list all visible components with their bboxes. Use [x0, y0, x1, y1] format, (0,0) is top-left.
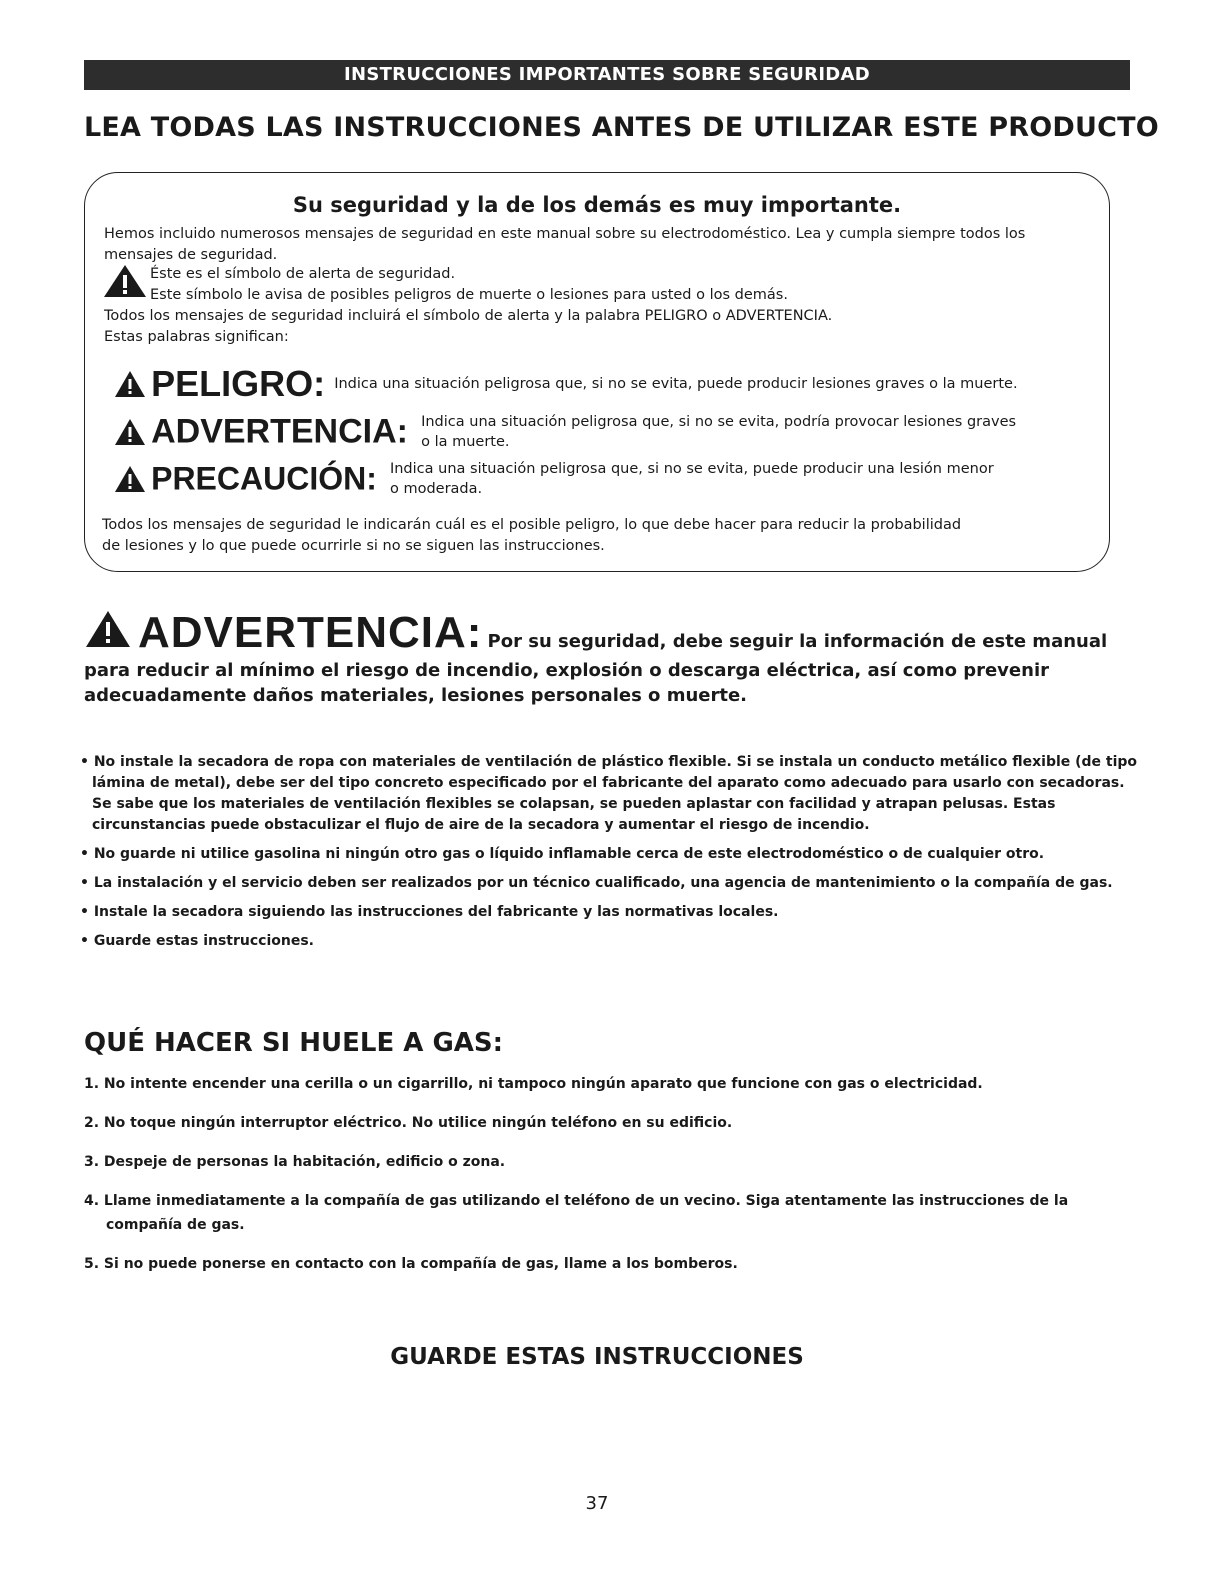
signal-word-advertencia: ADVERTENCIA:	[151, 412, 408, 451]
signal-precaucion	[114, 459, 994, 499]
page-title: LEA TODAS LAS INSTRUCCIONES ANTES DE UTILIZAR ESTE PRODUCTO	[84, 112, 1159, 143]
main-warning	[84, 608, 1134, 708]
signal-advertencia	[114, 412, 1016, 452]
warning-icon	[114, 418, 146, 446]
gas-steps-list	[84, 1072, 1084, 1291]
signal-word-precaucion: PRECAUCIÓN:	[151, 460, 377, 497]
list-item: • Guarde estas instrucciones.	[80, 931, 1140, 952]
list-item: • No guarde ni utilice gasolina ni ningún otro gas o líquido inflamable cerca de este electrodoméstico o de cualquier otro.	[80, 844, 1140, 865]
meaning-line: Estas palabras significan:	[104, 329, 289, 345]
list-item: • La instalación y el servicio deben ser realizados por un técnico cualificado, una agencia de mantenimiento o la compañía de gas.	[80, 873, 1140, 894]
all-messages-line: Todos los mensajes de seguridad incluirá el símbolo de alerta y la palabra PELIGRO o ADVERTENCIA.	[104, 308, 833, 324]
warning-icon	[84, 609, 132, 649]
list-item: • Instale la secadora siguiendo las instrucciones del fabricante y las normativas locales.	[80, 902, 1140, 923]
gas-section-title: QUÉ HACER SI HUELE A GAS:	[84, 1028, 504, 1058]
signal-desc-advertencia-2: o la muerte.	[421, 434, 510, 450]
page-number: 37	[585, 1493, 609, 1514]
safety-alert-icon	[102, 263, 148, 299]
warning-icon	[114, 370, 146, 398]
list-item: 2. No toque ningún interruptor eléctrico. No utilice ningún teléfono en su edificio.	[84, 1115, 733, 1131]
safety-bullet-list	[80, 752, 1140, 960]
intro-line-1: Hemos incluido numerosos mensajes de seguridad en este manual sobre su electrodoméstico. Lea y cumpla siempre todos los	[104, 226, 1026, 242]
list-item: 3. Despeje de personas la habitación, edificio o zona.	[84, 1154, 506, 1170]
box-footer-line-1: Todos los mensajes de seguridad le indicarán cuál es el posible peligro, lo que debe hacer para reducir la probabilidad	[102, 517, 962, 533]
signal-peligro	[114, 363, 1018, 405]
list-item: 1. No intente encender una cerilla o un cigarrillo, ni tampoco ningún aparato que funcione con gas o electricidad.	[84, 1076, 983, 1092]
signal-desc-advertencia-1: Indica una situación peligrosa que, si no se evita, podría provocar lesiones graves	[421, 414, 1017, 430]
list-item: 4. Llame inmediatamente a la compañía de gas utilizando el teléfono de un vecino. Siga atentamente las instrucciones de la compañía de gas.	[84, 1193, 1069, 1233]
symbol-line-2: Este símbolo le avisa de posibles peligros de muerte o lesiones para usted o los demás.	[150, 287, 788, 303]
signal-word-peligro: PELIGRO:	[151, 363, 326, 404]
section-banner: INSTRUCCIONES IMPORTANTES SOBRE SEGURIDAD	[84, 60, 1130, 90]
list-item: 5. Si no puede ponerse en contacto con la compañía de gas, llame a los bomberos.	[84, 1256, 738, 1272]
main-warning-text: Por su seguridad, debe seguir la información de este manual para reducir al mínimo el riesgo de incendio, explosión o descarga eléctrica, así como prevenir adecuadamente daños materiales, lesiones personales o muerte.	[84, 631, 1108, 706]
main-warning-word: ADVERTENCIA:	[138, 608, 483, 657]
list-item: • No instale la secadora de ropa con materiales de ventilación de plástico flexible. Si se instala un conducto metálico flexible (de tipo lámina de metal), debe ser del tipo concreto especificado por el fabricante del aparato como adecuado para usarlo con secadoras. Se sabe que los materiales de ventilación flexibles se colapsan, se pueden aplastar con facilidad y atrapan pelusas. Estas circunstancias puede obstaculizar el flujo de aire de la secadora y aumentar el riesgo de incendio.	[80, 752, 1140, 836]
box-footer-line-2: de lesiones y lo que puede ocurrirle si no se siguen las instrucciones.	[102, 538, 605, 554]
safety-box-heading: Su seguridad y la de los demás es muy importante.	[292, 193, 902, 217]
save-instructions-title: GUARDE ESTAS INSTRUCCIONES	[390, 1344, 804, 1370]
signal-desc-precaucion-1: Indica una situación peligrosa que, si no se evita, puede producir una lesión menor	[389, 461, 994, 477]
warning-icon	[114, 465, 146, 493]
signal-desc-peligro: Indica una situación peligrosa que, si no se evita, puede producir lesiones graves o la muerte.	[334, 376, 1018, 392]
symbol-line-1: Éste es el símbolo de alerta de seguridad.	[150, 266, 456, 282]
signal-desc-precaucion-2: o moderada.	[389, 481, 483, 497]
intro-line-2: mensajes de seguridad.	[104, 247, 278, 263]
